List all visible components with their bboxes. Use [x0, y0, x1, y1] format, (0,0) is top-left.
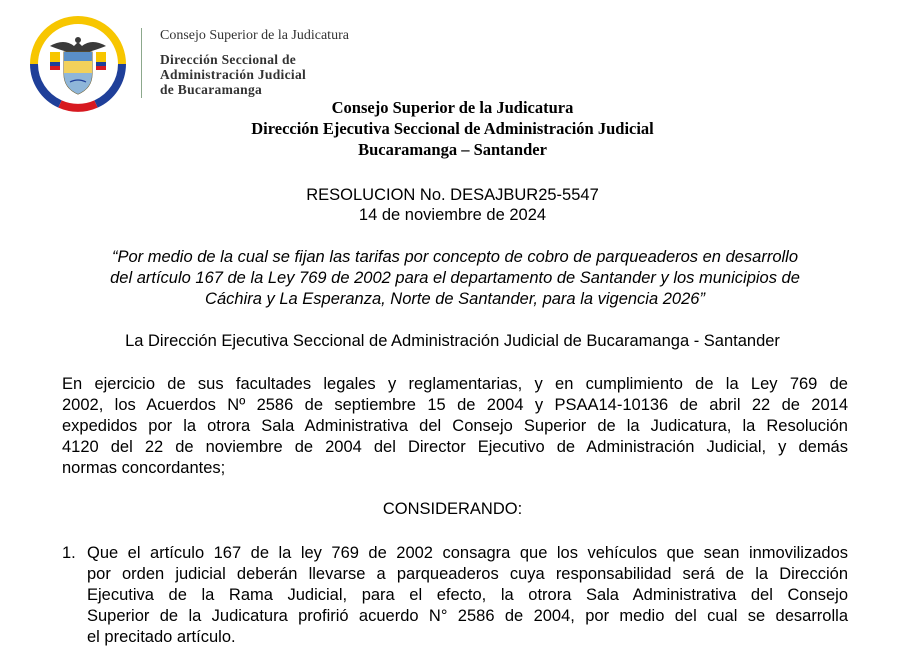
list-item-line: el precitado artículo.: [87, 628, 236, 646]
paragraph-line: 4120 del 22 de noviembre de 2004 del Director Ejecutivo de Administración Judicial, y demás: [62, 438, 848, 456]
resolution-number: RESOLUCION No. DESAJBUR25-5547: [306, 186, 599, 204]
paragraph-line: 2002, los Acuerdos Nº 2586 de septiembre 15 de 2004 y PSAA14-10136 de abril 22 de 2014: [62, 396, 848, 414]
letterhead-divider: [141, 28, 142, 98]
letterhead-subline: de Bucaramanga: [160, 82, 263, 97]
heading-line: Dirección Ejecutiva Seccional de Administración Judicial: [251, 119, 654, 138]
section-heading-considerando: CONSIDERANDO:: [382, 500, 523, 518]
letterhead-subline: Administración Judicial: [160, 67, 307, 82]
resolution-title-line: “Por medio de la cual se fijan las tarifas por concepto de cobro de parqueaderos en desarrollo: [111, 248, 799, 266]
heading-line: Consejo Superior de la Judicatura: [331, 98, 574, 117]
heading-line: Bucaramanga – Santander: [358, 140, 547, 159]
resolution-title: [62, 247, 848, 310]
list-item-line: Superior de la Judicatura profirió acuerdo N° 2586 de 2004, por medio del cual se desarrolla: [87, 607, 848, 625]
list-item-line: por orden judicial deberán llevarse a parqueaderos cuya responsabilidad será de la Dirección: [87, 565, 848, 583]
resolution-title-line: Cáchira y La Esperanza, Norte de Santander, para la vigencia 2026”: [205, 290, 705, 308]
letterhead-org-name: Consejo Superior de la Judicatura: [160, 28, 349, 43]
paragraph-line: normas concordantes;: [62, 459, 226, 477]
paragraph-line: En ejercicio de sus facultades legales y reglamentarias, y en cumplimiento de la Ley 769 de: [62, 375, 848, 393]
list-item-body: [87, 543, 848, 648]
paragraph-line: expedidos por la otrora Sala Administrativa del Consejo Superior de la Judicatura, la Resolución: [62, 417, 848, 435]
list-item-line: Ejecutiva de la Rama Judicial, para el efecto, la otrora Sala Administrativa del Consejo: [87, 586, 848, 604]
list-item-number: 1.: [62, 544, 76, 562]
issuing-authority: La Dirección Ejecutiva Seccional de Administración Judicial de Bucaramanga - Santander: [125, 332, 780, 350]
resolution-date: 14 de noviembre de 2024: [358, 206, 547, 224]
resolution-title-line: del artículo 167 de la Ley 769 de 2002 para el departamento de Santander y los municipios de: [110, 269, 800, 287]
list-item-line: Que el artículo 167 de la ley 769 de 2002 consagra que los vehículos que sean inmovilizados: [87, 544, 848, 562]
preamble-paragraph: [62, 374, 848, 479]
letterhead-subline: Dirección Seccional de: [160, 52, 297, 67]
